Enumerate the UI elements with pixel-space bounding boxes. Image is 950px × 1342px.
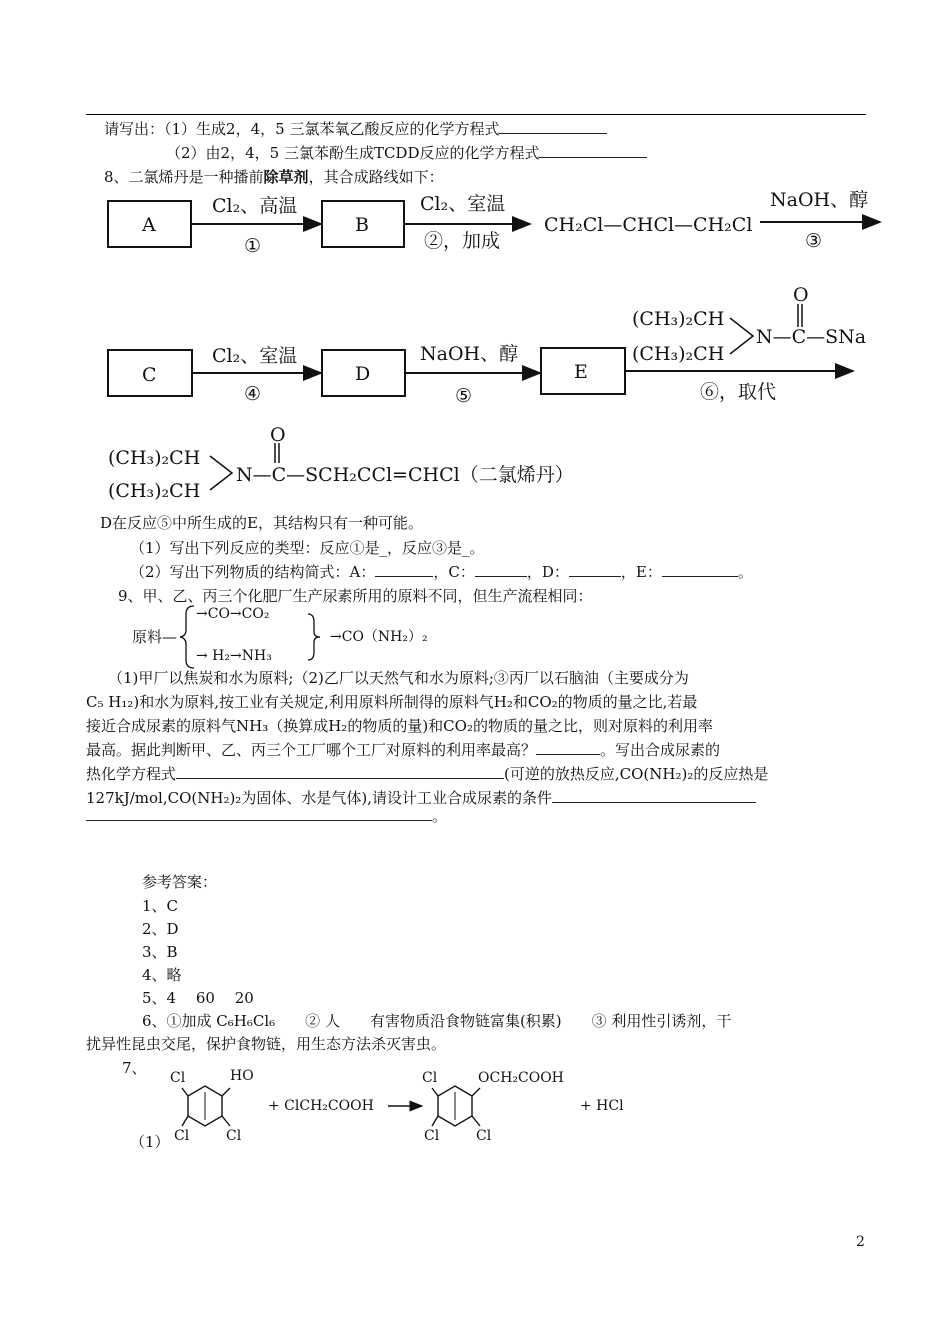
left-cl-1: Cl	[170, 1070, 186, 1086]
q8-intro-c: ，其合成路线如下：	[308, 168, 444, 186]
blank-conditions-cont	[86, 806, 432, 821]
left-ring-bond-cl1	[182, 1088, 188, 1096]
reagent-plus: + ClCH₂COOH	[268, 1098, 374, 1114]
compound-trichloropropane: CH₂Cl—CHCl—CH₂Cl	[544, 214, 753, 236]
blank-a	[375, 562, 433, 577]
box-e-label: E	[574, 361, 588, 383]
q9-p7-end: 。	[432, 807, 448, 825]
answers-title: 参考答案：	[142, 873, 218, 891]
reagent-group-2: (CH₃)₂CH	[632, 343, 725, 365]
flow-top: →CO→CO₂	[196, 606, 270, 622]
left-cl-3: Cl	[226, 1128, 242, 1144]
q7-part2-text: （2）由2，4，5 三氯苯酚生成TCDD反应的化学方程式	[166, 144, 540, 162]
left-ring-bond-cl3	[222, 1116, 230, 1126]
answer-1: 1、C	[142, 897, 179, 915]
q8-sub2-end: 。	[737, 563, 753, 581]
q9-p5b: (可逆的放热反应,CO(NH₂)₂的反应热是	[504, 765, 769, 783]
r5-condition: NaOH、醇	[420, 343, 519, 365]
product-chain: N—C—SCH₂CCl=CHCl（二氯烯丹）	[236, 464, 574, 486]
box-c-label: C	[142, 364, 157, 386]
q8-intro-herbicide: 除草剂	[263, 168, 309, 186]
product-o: O	[270, 424, 286, 446]
reagent-group-1: (CH₃)₂CH	[632, 308, 725, 330]
answer-6-line1: 6、①加成 C₆H₆Cl₆ ② 人 有害物质沿食物链富集(积累) ③ 利用性引诱剂，干	[142, 1012, 732, 1030]
left-brace	[180, 606, 194, 668]
q9-p7	[86, 805, 447, 826]
q9-p2: C₅ H₁₂)和水为原料,按工业有关规定,利用原料所制得的原料气H₂和CO₂的物质的量之比,若最	[86, 693, 698, 711]
q8-intro-a: 8、二氯烯丹是一种播前	[104, 168, 264, 186]
flow-brackets	[180, 604, 330, 670]
q8-sub2-a: （2）写出下列物质的结构简式：A：	[130, 563, 376, 581]
right-brace	[308, 614, 320, 660]
left-cl-2: Cl	[174, 1128, 190, 1144]
left-ring-bond-cl2	[182, 1116, 188, 1126]
q9-p4a: 最高。据此判断甲、乙、丙三个工厂哪个工厂对原料的利用率最高？	[86, 741, 537, 759]
reaction-equation	[160, 1064, 660, 1154]
answer-3: 3、B	[142, 943, 178, 961]
q8-sub2-c: ，C：	[433, 563, 475, 581]
blank-conditions	[552, 788, 756, 803]
answer-2: 2、D	[142, 920, 179, 938]
r2-condition: Cl₂、室温	[420, 193, 506, 215]
q9-p4b: 。写出合成尿素的	[600, 741, 721, 759]
r1-number: ①	[244, 235, 262, 257]
right-cl-2: Cl	[424, 1128, 440, 1144]
right-cl-1: Cl	[422, 1070, 438, 1086]
reagent-chevron	[730, 318, 753, 354]
left-ring-bond-ho	[222, 1088, 230, 1096]
box-b-label: B	[355, 214, 369, 236]
right-ring-bond-cl1	[432, 1088, 438, 1096]
right-ring-bond-cl2	[432, 1116, 438, 1126]
flow-right: →CO（NH₂）₂	[330, 629, 428, 645]
blank-d	[569, 562, 621, 577]
box-a-label: A	[142, 214, 156, 236]
q8-sub2-e: ，E：	[620, 563, 662, 581]
q9-intro: 9、甲、乙、丙三个化肥厂生产尿素所用的原料不同，但生产流程相同：	[118, 587, 593, 605]
box-d-label: D	[355, 363, 371, 385]
flow-raw-material: 原料—	[132, 628, 178, 646]
r6-number: ⑥，取代	[700, 381, 777, 403]
q8-sub1: （1）写出下列反应的类型：反应①是_，反应③是_。	[130, 539, 485, 557]
right-cl-3: Cl	[476, 1128, 492, 1144]
reagent-chain: N—C—SNa	[756, 326, 867, 348]
answer-7: 7、	[122, 1059, 147, 1077]
right-och2cooh: OCH₂COOH	[478, 1070, 564, 1086]
reagent-o: O	[793, 284, 809, 306]
answer-6-line2: 扰异性昆虫交尾，保护食物链，用生态方法杀灭害虫。	[86, 1035, 447, 1053]
left-ho: HO	[230, 1068, 254, 1084]
q9-p1: （1)甲厂以焦炭和水为原料;（2)乙厂以天然气和水为原料;③丙厂以石脑油（主要成分为	[108, 669, 689, 687]
right-ring-bond-cl3	[472, 1116, 480, 1126]
right-ring-bond-o	[472, 1088, 480, 1096]
blank-thermo-equation	[176, 764, 504, 779]
product-group-2: (CH₃)₂CH	[108, 480, 201, 502]
answer-5: 5、4 60 20	[142, 989, 254, 1007]
q9-p3: 接近合成尿素的原料气NH₃（换算成H₂的物质的量)和CO₂的物质的量之比，则对原料的利用率	[86, 717, 713, 735]
r2-number: ②，加成	[424, 230, 501, 252]
product-chevron	[210, 456, 232, 490]
blank-e	[662, 562, 738, 577]
r1-condition: Cl₂、高温	[212, 195, 298, 217]
q8-sub2	[130, 561, 753, 582]
r4-number: ④	[244, 383, 262, 405]
r3-number: ③	[805, 230, 823, 252]
q9-p6-text: 127kJ/mol,CO(NH₂)₂为固体、水是气体),请设计工业合成尿素的条件	[86, 789, 552, 807]
flow-bottom: → H₂→NH₃	[196, 648, 272, 664]
synthesis-route-diagram	[0, 0, 950, 510]
q9-p5	[86, 763, 768, 784]
plus-hcl: + HCl	[580, 1098, 624, 1114]
q7-intro-text: 请写出：（1）生成2，4，5 三氯苯氧乙酸反应的化学方程式	[104, 120, 500, 138]
blank-best-plant	[536, 740, 600, 755]
q8-sub2-d: ，D：	[526, 563, 569, 581]
r3-condition: NaOH、醇	[770, 189, 869, 211]
q9-p5a: 热化学方程式	[86, 765, 177, 783]
page-number: 2	[856, 1234, 865, 1250]
q8-note: D在反应⑤中所生成的E，其结构只有一种可能。	[100, 514, 423, 532]
product-group-1: (CH₃)₂CH	[108, 447, 201, 469]
r4-condition: Cl₂、室温	[212, 345, 298, 367]
r5-number: ⑤	[455, 385, 473, 407]
answer-7-part1: （1）	[130, 1133, 170, 1151]
blank-c	[475, 562, 527, 577]
q9-p4	[86, 739, 720, 760]
answer-4: 4、略	[142, 966, 182, 984]
